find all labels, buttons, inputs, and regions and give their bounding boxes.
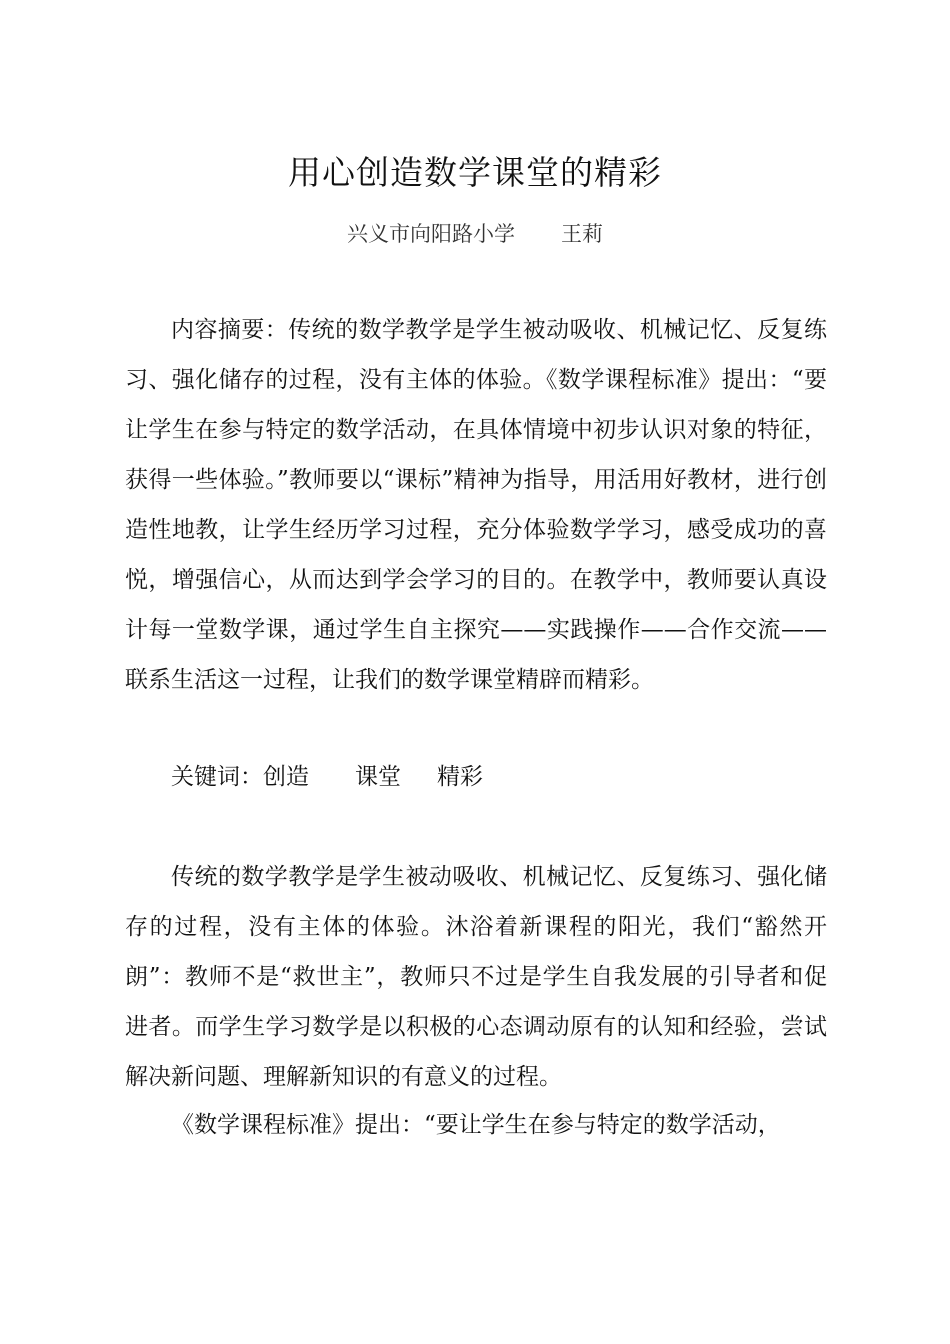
keywords-label: 关键词：: [171, 764, 263, 790]
keywords-line: [125, 752, 827, 802]
keyword-item: 创造: [263, 764, 309, 790]
abstract-label: 内容摘要：: [171, 317, 289, 343]
body-paragraph: 传统的数学教学是学生被动吸收、机械记忆、反复练习、强化储存的过程，没有主体的体验。沐浴着新课程的阳光，我们“豁然开朗”：教师不是“救世主”，教师只不过是学生自我发展的引导者和促进者。而学生学习数学是以积极的心态调动原有的认知和经验，尝试解决新问题、理解新知识的有意义的过程。: [125, 864, 827, 1090]
school-name: 兴义市向阳路小学: [347, 222, 515, 246]
author-name: 王莉: [561, 222, 603, 246]
document-title: 用心创造数学课堂的精彩: [288, 153, 662, 192]
abstract-paragraph: [125, 305, 827, 705]
keyword-item: 精彩: [437, 764, 483, 790]
body-paragraph: 《数学课程标准》提出：“要让学生在参与特定的数学活动，: [171, 1112, 781, 1138]
abstract-text: 传统的数学教学是学生被动吸收、机械记忆、反复练习、强化储存的过程，没有主体的体验。《数学课程标准》提出：“要让学生在参与特定的数学活动，在具体情境中初步认识对象的特征，获得一些体验。”教师要以“课标”精神为指导，用活用好教材，进行创造性地教，让学生经历学习过程，充分体验数学学习，感受成功的喜悦，增强信心，从而达到学会学习的目的。在教学中，教师要认真设计每一堂数学课，通过学生自主探究——实践操作——合作交流——联系生活这一过程，让我们的数学课堂精辟而精彩。: [125, 317, 828, 693]
keyword-item: 课堂: [355, 764, 401, 790]
author-line: [0, 218, 950, 250]
